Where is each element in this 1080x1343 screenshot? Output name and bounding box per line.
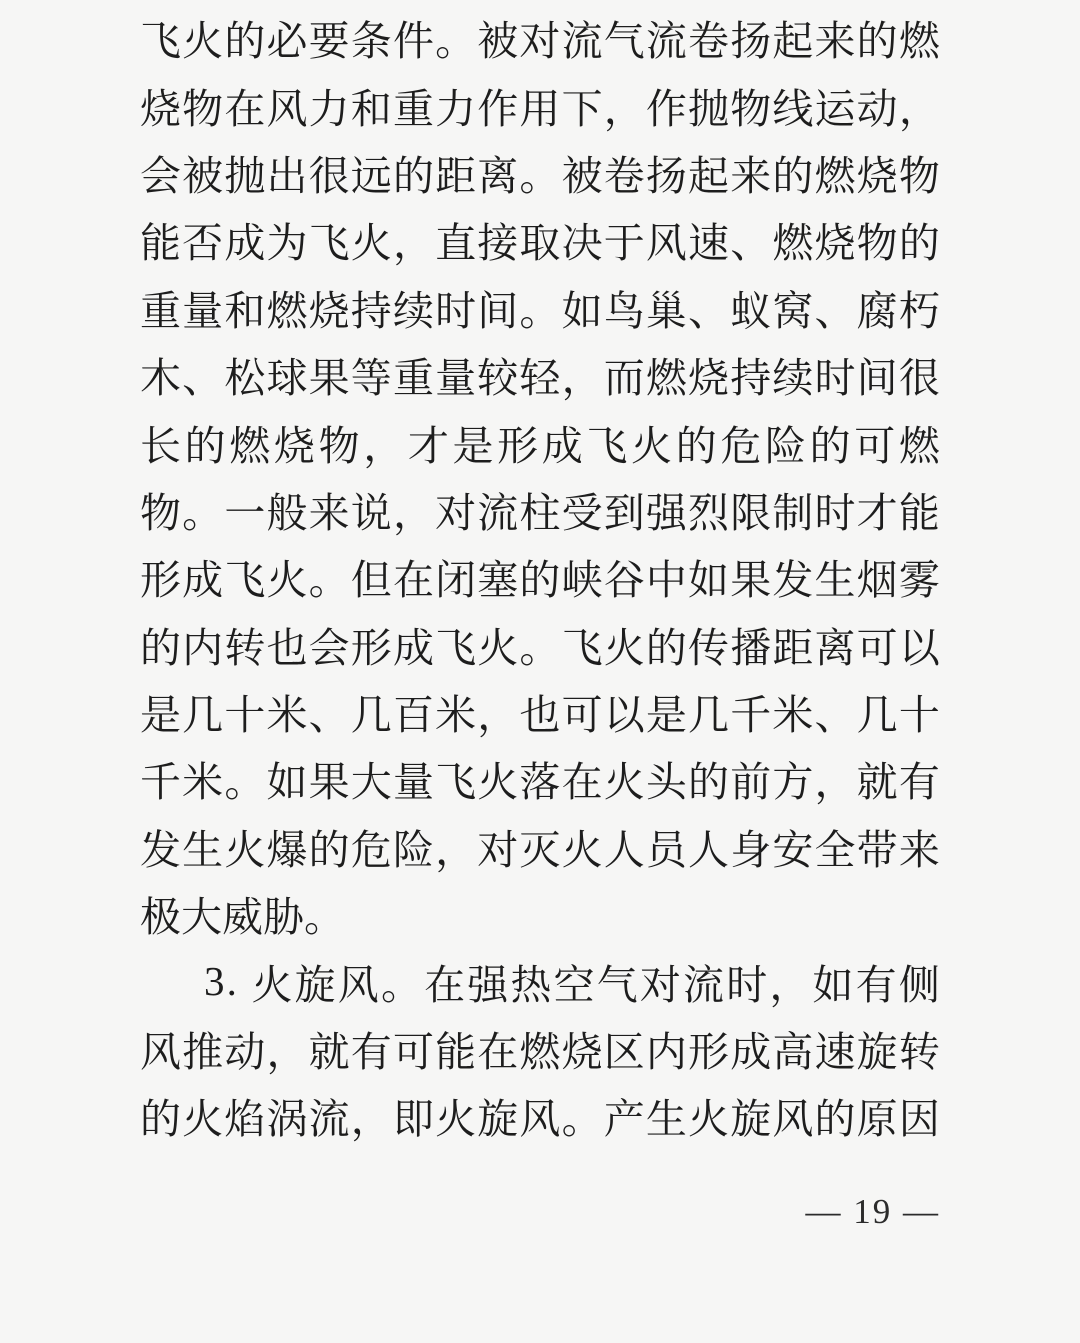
- text-line: 的 火 焰 涡 流 ， 即 火 旋 风 。 产 生 火 旋 风 的 原 因: [140, 1096, 940, 1143]
- text-line-paragraph-start: 3 . 火 旋 风 。 在 强 热 空 气 对 流 时 ， 如 有 侧: [204, 958, 940, 1008]
- text-line: 是 几 十 米 、 几 百 米 ， 也 可 以 是 几 千 米 、 几 十: [140, 692, 940, 739]
- text-line: 的 内 转 也 会 形 成 飞 火 。 飞 火 的 传 播 距 离 可 以: [140, 624, 940, 671]
- text-line-paragraph-end: 极大威胁。: [140, 894, 345, 941]
- text-line: 形 成 飞 火 。 但 在 闭 塞 的 峡 谷 中 如 果 发 生 烟 雾: [140, 557, 940, 604]
- text-line: 会 被 抛 出 很 远 的 距 离 。 被 卷 扬 起 来 的 燃 烧 物: [140, 152, 940, 199]
- page-number: — 19 —: [805, 1191, 940, 1231]
- text-line: 千 米 。 如 果 大 量 飞 火 落 在 火 头 的 前 方 ， 就 有: [140, 759, 940, 806]
- text-line: 木 、 松 球 果 等 重 量 较 轻 ， 而 燃 烧 持 续 时 间 很: [140, 355, 940, 402]
- text-line: 风 推 动 ， 就 有 可 能 在 燃 烧 区 内 形 成 高 速 旋 转: [140, 1029, 940, 1076]
- text-line: 发 生 火 爆 的 危 险 ， 对 灭 火 人 员 人 身 安 全 带 来: [140, 826, 940, 873]
- text-line: 烧 物 在 风 力 和 重 力 作 用 下 ， 作 抛 物 线 运 动 ，: [140, 85, 940, 132]
- text-line: 飞 火 的 必 要 条 件 。 被 对 流 气 流 卷 扬 起 来 的 燃: [140, 18, 940, 65]
- text-line: 物 。 一 般 来 说 ， 对 流 柱 受 到 强 烈 限 制 时 才 能: [140, 489, 940, 536]
- text-line: 长 的 燃 烧 物 ， 才 是 形 成 飞 火 的 危 险 的 可 燃: [140, 422, 940, 469]
- text-line: 能 否 成 为 飞 火 ， 直 接 取 决 于 风 速 、 燃 烧 物 的: [140, 220, 940, 267]
- body-text: [140, 4, 940, 1150]
- text-line: 重 量 和 燃 烧 持 续 时 间 。 如 鸟 巢 、 蚁 窝 、 腐 朽: [140, 287, 940, 334]
